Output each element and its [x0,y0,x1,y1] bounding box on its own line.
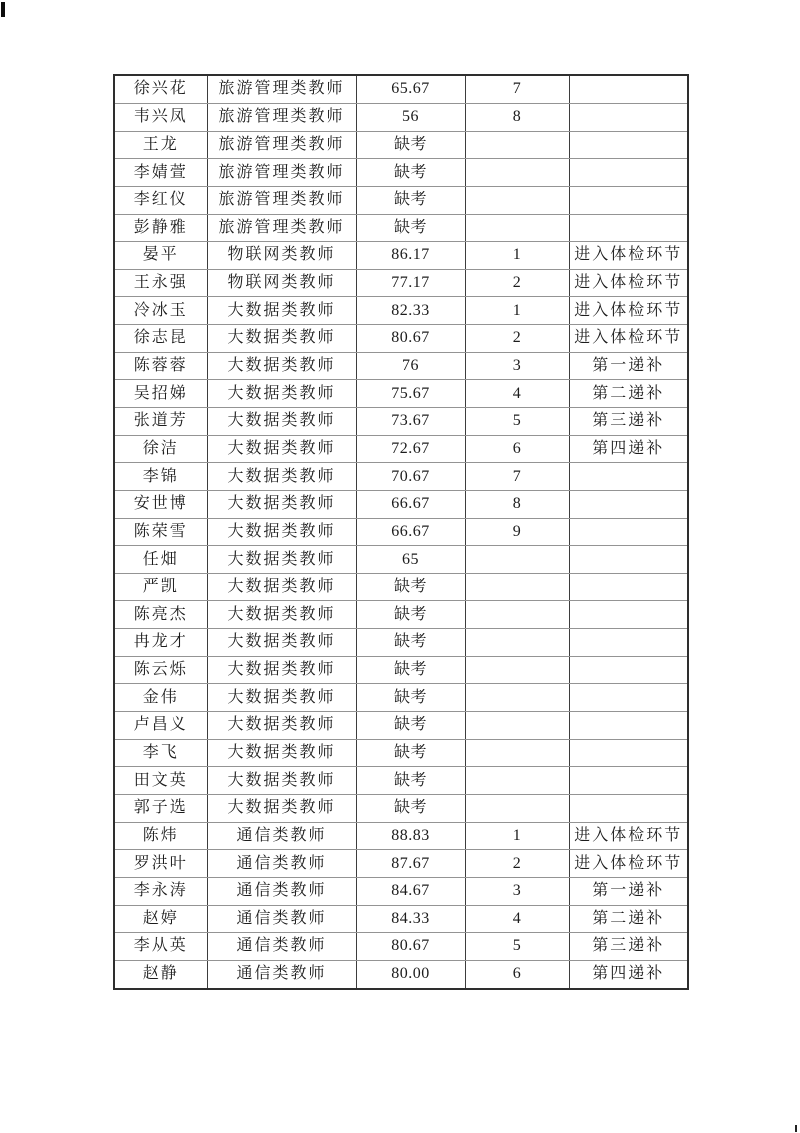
cell-category: 旅游管理类教师 [207,131,356,159]
cell-name: 晏平 [114,242,207,270]
table-row [114,822,688,850]
cell-name: 冉龙才 [114,629,207,657]
cell-name: 李永涛 [114,877,207,905]
table-row [114,739,688,767]
cell-score: 72.67 [356,435,465,463]
cell-score: 66.67 [356,490,465,518]
cell-category: 通信类教师 [207,877,356,905]
cell-name: 金伟 [114,684,207,712]
cell-status [569,490,688,518]
results-table-body [114,75,688,989]
cell-status [569,767,688,795]
cell-name: 任畑 [114,546,207,574]
cell-category: 大数据类教师 [207,656,356,684]
cell-rank: 1 [465,242,569,270]
cell-category: 大数据类教师 [207,629,356,657]
cell-category: 大数据类教师 [207,601,356,629]
table-row [114,767,688,795]
cell-rank: 8 [465,103,569,131]
cell-status [569,573,688,601]
scan-artifact-mark [795,1125,797,1132]
cell-score: 82.33 [356,297,465,325]
cell-rank: 2 [465,850,569,878]
cell-status [569,518,688,546]
cell-name: 李红仪 [114,186,207,214]
table-row [114,794,688,822]
cell-category: 大数据类教师 [207,408,356,436]
cell-score: 88.83 [356,822,465,850]
cell-category: 大数据类教师 [207,490,356,518]
table-row [114,573,688,601]
cell-name: 陈云烁 [114,656,207,684]
cell-name: 徐志昆 [114,325,207,353]
cell-score: 66.67 [356,518,465,546]
table-row [114,877,688,905]
cell-status: 进入体检环节 [569,242,688,270]
cell-status [569,794,688,822]
cell-name: 陈蓉蓉 [114,352,207,380]
cell-rank: 2 [465,325,569,353]
cell-status [569,684,688,712]
cell-name: 冷冰玉 [114,297,207,325]
cell-name: 王永强 [114,269,207,297]
cell-score: 缺考 [356,794,465,822]
cell-status: 第四递补 [569,960,688,989]
cell-name: 卢昌义 [114,712,207,740]
table-row [114,242,688,270]
cell-rank [465,573,569,601]
table-row [114,905,688,933]
table-row [114,601,688,629]
cell-rank: 1 [465,297,569,325]
cell-status [569,131,688,159]
cell-status: 第四递补 [569,435,688,463]
cell-name: 彭静雅 [114,214,207,242]
cell-rank: 9 [465,518,569,546]
cell-name: 严凯 [114,573,207,601]
cell-rank: 6 [465,960,569,989]
cell-rank: 1 [465,822,569,850]
cell-rank [465,656,569,684]
cell-status: 第三递补 [569,408,688,436]
cell-score: 缺考 [356,629,465,657]
cell-rank [465,131,569,159]
cell-category: 大数据类教师 [207,297,356,325]
cell-score: 80.67 [356,325,465,353]
table-row [114,629,688,657]
cell-name: 李婧萱 [114,159,207,187]
cell-rank: 7 [465,463,569,491]
cell-category: 大数据类教师 [207,739,356,767]
cell-rank: 2 [465,269,569,297]
cell-score: 73.67 [356,408,465,436]
cell-status [569,629,688,657]
cell-score: 65.67 [356,75,465,103]
cell-status: 进入体检环节 [569,297,688,325]
cell-name: 罗洪叶 [114,850,207,878]
cell-category: 大数据类教师 [207,767,356,795]
cell-rank: 7 [465,75,569,103]
cell-rank [465,794,569,822]
cell-rank [465,186,569,214]
cell-status: 第一递补 [569,352,688,380]
cell-score: 缺考 [356,186,465,214]
table-row [114,380,688,408]
table-row [114,325,688,353]
cell-category: 旅游管理类教师 [207,186,356,214]
cell-status [569,546,688,574]
cell-name: 李从英 [114,933,207,961]
table-row [114,186,688,214]
cell-score: 缺考 [356,159,465,187]
cell-rank: 4 [465,380,569,408]
table-row [114,269,688,297]
table-row [114,546,688,574]
cell-name: 田文英 [114,767,207,795]
table-row [114,518,688,546]
cell-status [569,656,688,684]
cell-score: 缺考 [356,656,465,684]
cell-rank: 6 [465,435,569,463]
cell-category: 大数据类教师 [207,712,356,740]
cell-name: 吴招娣 [114,380,207,408]
cell-score: 76 [356,352,465,380]
cell-name: 张道芳 [114,408,207,436]
cell-rank [465,712,569,740]
cell-status [569,186,688,214]
cell-score: 缺考 [356,739,465,767]
cell-rank: 8 [465,490,569,518]
cell-status: 第三递补 [569,933,688,961]
cell-status [569,103,688,131]
cell-score: 75.67 [356,380,465,408]
cell-name: 陈亮杰 [114,601,207,629]
cell-rank [465,546,569,574]
cell-category: 大数据类教师 [207,518,356,546]
cell-category: 大数据类教师 [207,435,356,463]
cell-category: 物联网类教师 [207,269,356,297]
cell-score: 87.67 [356,850,465,878]
cell-score: 缺考 [356,767,465,795]
table-row [114,712,688,740]
table-row [114,103,688,131]
cell-name: 徐兴花 [114,75,207,103]
table-row [114,960,688,989]
cell-name: 李飞 [114,739,207,767]
table-row [114,933,688,961]
cell-category: 大数据类教师 [207,325,356,353]
cell-status: 第一递补 [569,877,688,905]
cell-score: 缺考 [356,214,465,242]
cell-rank: 5 [465,933,569,961]
cell-category: 通信类教师 [207,822,356,850]
cell-category: 通信类教师 [207,905,356,933]
cell-name: 韦兴凤 [114,103,207,131]
table-row [114,352,688,380]
cell-status: 进入体检环节 [569,325,688,353]
cell-rank: 3 [465,877,569,905]
cell-status [569,463,688,491]
cell-category: 大数据类教师 [207,573,356,601]
cell-category: 通信类教师 [207,960,356,989]
cell-category: 通信类教师 [207,933,356,961]
table-row [114,297,688,325]
table-row [114,850,688,878]
cell-status [569,214,688,242]
table-row [114,159,688,187]
cell-rank [465,601,569,629]
cell-category: 通信类教师 [207,850,356,878]
cell-category: 旅游管理类教师 [207,159,356,187]
table-row [114,131,688,159]
cell-category: 旅游管理类教师 [207,103,356,131]
cell-category: 大数据类教师 [207,546,356,574]
cell-rank: 3 [465,352,569,380]
cell-rank [465,629,569,657]
cell-rank [465,684,569,712]
cell-status: 进入体检环节 [569,850,688,878]
cell-status [569,159,688,187]
cell-score: 缺考 [356,712,465,740]
cell-score: 80.00 [356,960,465,989]
cell-name: 安世博 [114,490,207,518]
cell-score: 70.67 [356,463,465,491]
cell-category: 物联网类教师 [207,242,356,270]
cell-score: 86.17 [356,242,465,270]
cell-rank [465,214,569,242]
cell-name: 李锦 [114,463,207,491]
table-row [114,684,688,712]
table-row [114,656,688,684]
cell-category: 旅游管理类教师 [207,75,356,103]
table-row [114,214,688,242]
table-row [114,463,688,491]
cell-name: 徐洁 [114,435,207,463]
cell-score: 65 [356,546,465,574]
cell-score: 缺考 [356,601,465,629]
cell-status: 第二递补 [569,380,688,408]
cell-name: 王龙 [114,131,207,159]
cell-category: 大数据类教师 [207,352,356,380]
cell-status [569,739,688,767]
scan-artifact-mark [1,2,5,17]
cell-name: 赵静 [114,960,207,989]
table-row [114,75,688,103]
cell-name: 陈荣雪 [114,518,207,546]
cell-score: 84.33 [356,905,465,933]
table-row [114,408,688,436]
cell-score: 77.17 [356,269,465,297]
cell-score: 84.67 [356,877,465,905]
cell-name: 赵婷 [114,905,207,933]
cell-score: 缺考 [356,131,465,159]
cell-category: 大数据类教师 [207,463,356,491]
table-row [114,435,688,463]
results-table [113,74,689,990]
cell-rank: 5 [465,408,569,436]
cell-score: 80.67 [356,933,465,961]
cell-rank [465,739,569,767]
cell-category: 大数据类教师 [207,684,356,712]
cell-status [569,601,688,629]
cell-name: 郭子选 [114,794,207,822]
cell-score: 缺考 [356,684,465,712]
cell-category: 大数据类教师 [207,794,356,822]
cell-rank: 4 [465,905,569,933]
cell-rank [465,767,569,795]
cell-status: 进入体检环节 [569,822,688,850]
cell-category: 旅游管理类教师 [207,214,356,242]
cell-name: 陈炜 [114,822,207,850]
cell-status [569,75,688,103]
cell-score: 缺考 [356,573,465,601]
cell-status: 进入体检环节 [569,269,688,297]
cell-score: 56 [356,103,465,131]
cell-category: 大数据类教师 [207,380,356,408]
cell-status [569,712,688,740]
table-row [114,490,688,518]
cell-rank [465,159,569,187]
cell-status: 第二递补 [569,905,688,933]
